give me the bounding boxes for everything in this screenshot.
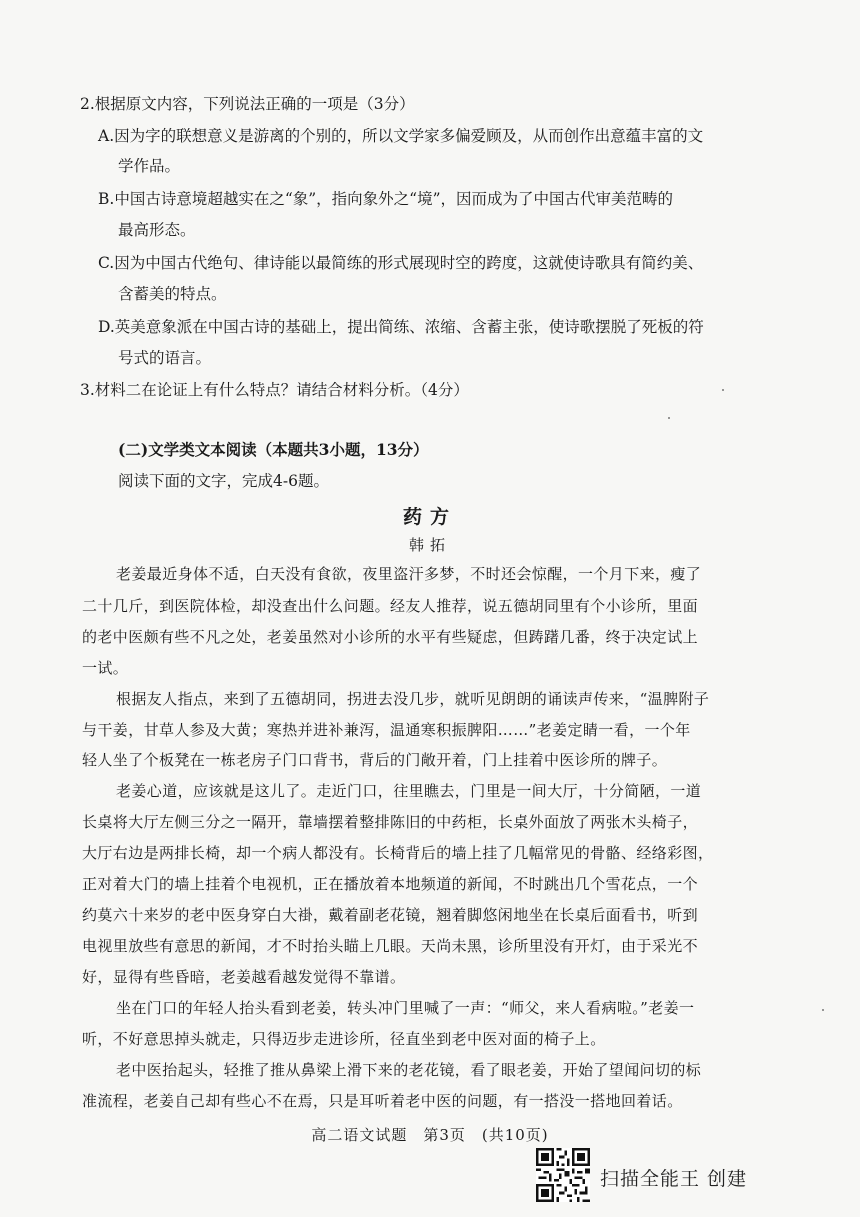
- story-title: 药方: [402, 506, 457, 528]
- scan-speck: [822, 1009, 824, 1011]
- story-line: 二十几斤，到医院体检，却没查出什么问题。经友人推荐，说五德胡同里有个小诊所，里面: [82, 597, 699, 615]
- option-a-line-1: A.因为字的联想意义是游离的个别的，所以文学家多偏爱顾及，从而创作出意蕴丰富的文: [98, 127, 704, 145]
- scan-speck: [668, 417, 670, 419]
- option-a-line-2: 学作品。: [118, 157, 181, 175]
- story-line: 听，不好意思掉头就走，只得迈步走进诊所，径直坐到老中医对面的椅子上。: [82, 1030, 606, 1048]
- option-b-line-1: B.中国古诗意境超越实在之“象”，指向象外之“境”，因而成为了中国古代审美范畴的: [98, 190, 674, 208]
- scan-speck: [722, 389, 724, 391]
- option-d-line-2: 号式的语言。: [118, 349, 212, 367]
- story-line: 老姜最近身体不适，白天没有食欲，夜里盗汗多梦，不时还会惊醒，一个月下来，瘦了: [116, 565, 702, 583]
- story-line: 的老中医颇有些不凡之处，老姜虽然对小诊所的水平有些疑虑，但踌躇几番，终于决定试上: [82, 628, 699, 646]
- story-line: 准流程，老姜自己却有些心不在焉，只是耳听着老中医的问题，有一搭没一搭地回着话。: [82, 1092, 683, 1110]
- section-instruction: 阅读下面的文字，完成4-6题。: [118, 472, 329, 490]
- story-line: 老中医抬起头，轻推了推从鼻梁上滑下来的老花镜，看了眼老姜，开始了望闻问切的标: [116, 1061, 702, 1079]
- story-line: 老姜心道，应该就是这儿了。走近门口，往里瞧去，门里是一间大厅，十分简陋，一道: [116, 782, 702, 800]
- story-line: 约莫六十来岁的老中医身穿白大褂，戴着副老花镜，翘着脚悠闲地坐在长桌后面看书，听到: [82, 906, 699, 924]
- question-3: 3.材料二在论证上有什么特点？请结合材料分析。（4分）: [80, 381, 469, 399]
- qr-code-icon: [536, 1148, 590, 1202]
- story-line: 长桌将大厅左侧三分之一隔开，靠墙摆着整排陈旧的中药柜，长桌外面放了两张木头椅子，: [82, 813, 699, 831]
- option-c-line-2: 含蓄美的特点。: [118, 285, 227, 303]
- story-line: 轻人坐了个板凳在一栋老房子门口背书，背后的门敞开着，门上挂着中医诊所的牌子。: [82, 751, 668, 769]
- option-b-line-2: 最高形态。: [118, 221, 196, 239]
- story-line: 好，显得有些昏暗，老姜越看越发觉得不靠谱。: [82, 968, 406, 986]
- story-line: 一试。: [82, 659, 129, 677]
- option-c-line-1: C.因为中国古代绝句、律诗能以最简练的形式展现时空的跨度，这就使诗歌具有简约美、: [98, 254, 704, 272]
- story-line: 正对着大门的墙上挂着个电视机，正在播放着本地频道的新闻，不时跳出几个雪花点，一个: [82, 875, 699, 893]
- page-footer: 高二语文试题 第3页 (共10页): [311, 1126, 549, 1144]
- story-author: 韩拓: [408, 536, 451, 554]
- story-line: 坐在门口的年轻人抬头看到老姜，转头冲门里喊了一声：“师父，来人看病啦。”老姜一: [116, 999, 695, 1017]
- story-line: 电视里放些有意思的新闻，才不时抬头瞄上几眼。天尚未黑，诊所里没有开灯，由于采光不: [82, 937, 699, 955]
- story-line: 大厅右边是两排长椅，却一个病人都没有。长椅背后的墙上挂了几幅常见的骨骼、经络彩图，: [82, 844, 714, 862]
- question-2-stem: 2.根据原文内容，下列说法正确的一项是（3分）: [80, 95, 415, 113]
- scanner-watermark: 扫描全能王 创建: [600, 1168, 748, 1190]
- option-d-line-1: D.英美意象派在中国古诗的基础上，提出简练、浓缩、含蓄主张，使诗歌摆脱了死板的符: [98, 318, 704, 336]
- story-line: 与干姜，甘草人参及大黄；寒热并进补兼泻，温通寒积振脾阳……”老姜定睛一看，一个年: [82, 721, 691, 739]
- story-line: 根据友人指点，来到了五德胡同，拐进去没几步，就听见朗朗的诵读声传来，“温脾附子: [116, 690, 710, 708]
- section-heading: (二)文学类文本阅读（本题共3小题，13分）: [118, 440, 429, 459]
